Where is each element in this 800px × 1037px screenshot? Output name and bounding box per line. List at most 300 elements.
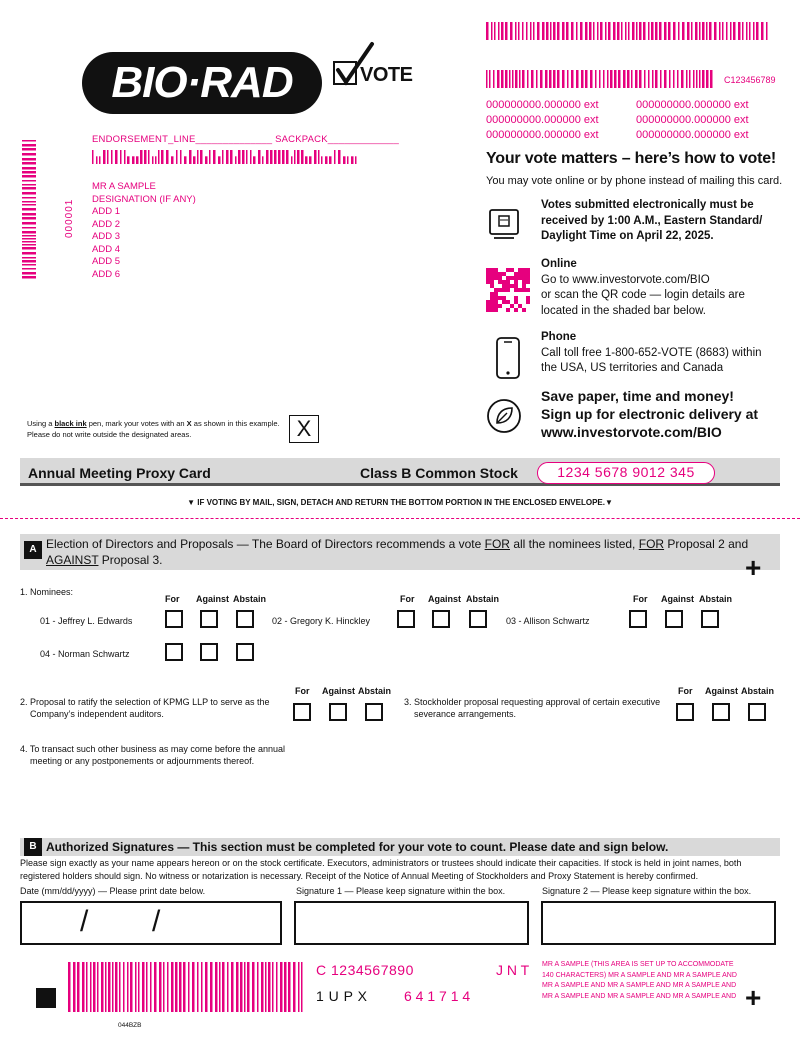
barcode-bar — [489, 70, 491, 88]
col-against: Against — [322, 686, 356, 696]
qr-module — [522, 276, 526, 280]
barcode-bar — [22, 197, 36, 199]
barcode-bar — [673, 70, 675, 88]
proposal-2-against-checkbox[interactable] — [329, 703, 347, 721]
nominee-01-abstain-checkbox[interactable] — [236, 610, 254, 628]
qr-module — [526, 300, 530, 304]
barcode-bar — [136, 156, 139, 164]
qr-code-icon[interactable] — [486, 268, 530, 312]
barcode-bar — [545, 70, 548, 88]
instr-line2: Please do not write outside the designated areas. — [27, 430, 192, 439]
barcode-bar — [639, 22, 642, 40]
phone-icon — [494, 336, 528, 376]
barcode-bar — [227, 962, 229, 1012]
qr-module — [502, 300, 506, 304]
footer-code-num: 6 4 1 7 1 4 — [404, 988, 471, 1004]
barcode-bar — [171, 156, 174, 164]
barcode-bar — [146, 962, 148, 1012]
barcode-bar — [127, 156, 130, 164]
col-against: Against — [196, 594, 230, 604]
barcode-bar — [119, 962, 121, 1012]
barcode-bar — [742, 22, 744, 40]
qr-module — [518, 288, 522, 292]
date-separator: / — [152, 905, 161, 938]
nominee-03-abstain-checkbox[interactable] — [701, 610, 719, 628]
barcode-bar — [600, 22, 603, 40]
barcode-bar — [22, 264, 36, 266]
barcode-bar — [522, 70, 525, 88]
barcode-bar — [660, 70, 662, 88]
barcode-bar — [505, 22, 508, 40]
address-line: ADD 5 — [92, 256, 120, 267]
barcode-bar — [571, 22, 574, 40]
barcode-bar — [648, 22, 650, 40]
qr-module — [486, 304, 490, 308]
barcode-bar — [22, 276, 36, 279]
signature-instructions: Please sign exactly as your name appears hereon or on the stock certificate. Executors, administrators or trustees should indicate their capacities. If stock is held in joint names, both registered holders should sign. No witness or notarization is necessary. Receipt of the Notice of Annual Meeting of Stockholders and Proxy Statement is hereby confirmed. — [20, 858, 742, 881]
barcode-bar — [258, 150, 261, 164]
paper-line[interactable]: www.investorvote.com/BIO — [541, 424, 722, 440]
barcode-bar — [22, 187, 36, 190]
nominee-02-against-checkbox[interactable] — [432, 610, 450, 628]
proposal-3-against-checkbox[interactable] — [712, 703, 730, 721]
barcode-bar — [105, 962, 107, 1012]
barcode-bar — [669, 70, 671, 88]
barcode-bar — [205, 156, 208, 164]
barcode-bar — [522, 22, 524, 40]
instr-text: Using a — [27, 419, 55, 428]
barcode-bar — [210, 962, 213, 1012]
barcode-bar — [180, 150, 182, 164]
qr-module — [494, 300, 498, 304]
barcode-bar — [235, 156, 237, 164]
mr-sample-block: MR A SAMPLE (THIS AREA IS SET UP TO ACCOMMODATE 140 CHARACTERS) MR A SAMPLE AND MR A SAMPLE AND MR A SAMPLE AND MR A SAMPLE AND MR A SAMPLE AND MR A SAMPLE AND MR A SAMPLE AND MR A SAMPLE AND — [542, 961, 737, 1000]
barcode-bar — [22, 227, 36, 229]
instr-text: as shown in this example. — [191, 419, 280, 428]
logo-text: BIO·RAD — [111, 58, 293, 107]
perforation-line — [0, 518, 800, 519]
barcode-bar — [22, 184, 36, 186]
postal-barcode — [92, 150, 360, 164]
barcode-bar — [22, 175, 36, 178]
col-abstain: Abstain — [358, 686, 392, 696]
barcode-bar — [103, 150, 106, 164]
qr-module — [522, 288, 526, 292]
barcode-bar — [77, 962, 80, 1012]
barcode-bar — [22, 180, 36, 182]
qr-module — [514, 308, 518, 312]
barcode-bar — [738, 22, 741, 40]
signature-2-label: Signature 2 — Please keep signature within the box. — [542, 886, 752, 896]
control-number: 1234 5678 9012 345 — [537, 462, 715, 484]
electronic-line: Daylight Time on April 22, 2025. — [541, 230, 714, 242]
barcode-bar — [22, 260, 36, 263]
ext-value: 000000000.000000 ext — [486, 129, 599, 141]
barcode-bar — [274, 150, 277, 164]
barcode-bar — [22, 201, 36, 203]
barcode-bar — [631, 70, 633, 88]
barcode-bar — [82, 962, 85, 1012]
barcode-bar — [294, 150, 296, 164]
barcode-bar — [756, 22, 759, 40]
qr-module — [522, 268, 526, 272]
qr-module — [506, 280, 510, 284]
barcode-bar — [655, 70, 658, 88]
barcode-bar — [562, 22, 565, 40]
barcode-bar — [486, 70, 488, 88]
footer-code-c: C 1234567890 — [316, 962, 414, 978]
col-for: For — [400, 594, 415, 604]
barcode-bar — [297, 150, 300, 164]
date-input-box[interactable] — [20, 901, 282, 945]
barcode-bar — [22, 144, 36, 147]
barcode-bar — [722, 22, 724, 40]
barcode-bar — [236, 962, 239, 1012]
signature-2-box[interactable] — [541, 901, 776, 945]
col-against: Against — [661, 594, 695, 604]
barcode-bar — [635, 70, 638, 88]
barcode-bar — [22, 153, 36, 156]
barcode-bar — [749, 22, 751, 40]
barcode-bar — [22, 257, 36, 259]
barcode-bar — [605, 22, 607, 40]
nominee-04-abstain-checkbox[interactable] — [236, 643, 254, 661]
registration-plus: + — [745, 552, 762, 583]
heading-for: FOR — [484, 537, 510, 551]
barcode-bar — [282, 150, 285, 164]
online-heading: Online — [541, 258, 577, 270]
mailing-address — [92, 181, 196, 281]
barcode-bar — [652, 70, 654, 88]
qr-module — [522, 280, 526, 284]
barcode-bar — [623, 70, 626, 88]
qr-module — [490, 268, 494, 272]
barcode-bar — [655, 22, 658, 40]
proposal-3 — [404, 696, 660, 720]
electronic-line: Votes submitted electronically must be — [541, 199, 754, 211]
barcode-bar — [699, 22, 701, 40]
barcode-bar — [595, 70, 597, 88]
barcode-bar — [709, 22, 712, 40]
barcode-bar — [338, 150, 341, 164]
barcode-bar — [22, 148, 36, 151]
barcode-bar — [627, 70, 630, 88]
barcode-bar — [262, 156, 264, 164]
barcode-bar — [557, 70, 560, 88]
barcode-bar — [621, 22, 623, 40]
footer-code-jnt: J N T — [496, 962, 530, 978]
barcode-bar — [702, 22, 705, 40]
barcode-bar — [90, 962, 92, 1012]
leaf-icon — [486, 398, 522, 434]
qr-module — [486, 300, 490, 304]
qr-module — [498, 296, 502, 300]
example-mark-box: X — [289, 415, 319, 443]
qr-module — [502, 280, 506, 284]
instr-bold: black ink — [54, 419, 87, 428]
barcode-bar — [334, 150, 336, 164]
qr-module — [486, 272, 490, 276]
computer-icon — [488, 206, 522, 246]
barcode-bar — [613, 22, 616, 40]
ext-value: 000000000.000000 ext — [486, 114, 599, 126]
proposal-3-abstain-checkbox[interactable] — [748, 703, 766, 721]
barcode-bar — [526, 22, 528, 40]
nominee-04-for-checkbox[interactable] — [165, 643, 183, 661]
section-a-letter: A — [24, 541, 42, 559]
barcode-bar — [519, 70, 521, 88]
proposal-4 — [20, 743, 285, 767]
barcode-bar — [597, 22, 599, 40]
barcode-bar — [247, 962, 250, 1012]
ext-col-left — [486, 98, 599, 143]
barcode-bar — [86, 962, 88, 1012]
barcode-bar — [115, 962, 118, 1012]
registration-plus: + — [745, 982, 762, 1013]
barcode-bar — [617, 22, 620, 40]
vote-logo — [332, 40, 412, 90]
vertical-barcode-bars — [22, 140, 36, 280]
barcode-bar — [161, 150, 164, 164]
ext-value: 000000000.000000 ext — [636, 129, 749, 141]
barcode-bar — [509, 70, 511, 88]
qr-module — [490, 304, 494, 308]
address-line: MR A SAMPLE — [92, 181, 156, 192]
barcode-bar — [643, 22, 646, 40]
barcode-bar — [201, 962, 203, 1012]
barcode-bar — [159, 962, 162, 1012]
barcode-bar — [668, 22, 671, 40]
barcode-bar — [167, 962, 169, 1012]
qr-module — [490, 284, 494, 288]
barcode-bar — [733, 22, 736, 40]
marking-instructions — [27, 418, 280, 440]
barcode-bar — [193, 156, 196, 164]
barcode-bar — [355, 156, 357, 164]
proposal-3-for-checkbox[interactable] — [676, 703, 694, 721]
signature-1-box[interactable] — [294, 901, 529, 945]
barcode-bar — [288, 962, 291, 1012]
barcode-bar — [549, 70, 552, 88]
nominee-02-for-checkbox[interactable] — [397, 610, 415, 628]
nominee-02-abstain-checkbox[interactable] — [469, 610, 487, 628]
barcode-bar — [695, 22, 698, 40]
barcode-bar — [22, 252, 36, 255]
endorsement-line: ENDORSEMENT_LINE______________ SACKPACK_____________ — [92, 134, 400, 145]
nominee-04-against-checkbox[interactable] — [200, 643, 218, 661]
proposal-2-for-checkbox[interactable] — [293, 703, 311, 721]
barcode-bar — [562, 70, 565, 88]
barcode-bar — [183, 962, 186, 1012]
barcode-bar — [130, 962, 133, 1012]
document-code: 044BZB — [118, 1022, 142, 1029]
barcode-bar — [343, 156, 346, 164]
barcode-bar — [166, 150, 169, 164]
barcode-bar — [179, 962, 182, 1012]
second-barcode — [486, 70, 716, 88]
barcode-bar — [491, 22, 493, 40]
footer-code-upx: 1 U P X — [316, 988, 368, 1004]
nominee-03-for-checkbox[interactable] — [629, 610, 647, 628]
barcode-bar — [96, 156, 98, 164]
barcode-bar — [714, 22, 717, 40]
nominee-01: 01 - Jeffrey L. Edwards — [40, 616, 133, 626]
barcode-bar — [706, 22, 708, 40]
qr-module — [494, 304, 498, 308]
qr-module — [494, 272, 498, 276]
barcode-bar — [92, 150, 94, 164]
barcode-bar — [242, 150, 245, 164]
barcode-bar — [101, 962, 104, 1012]
barcode-bar — [142, 962, 145, 1012]
barcode-bar — [571, 70, 574, 88]
barcode-bar — [325, 156, 328, 164]
barcode-bar — [531, 70, 534, 88]
barcode-bar — [673, 22, 676, 40]
barcode-bar — [22, 140, 36, 142]
barcode-bar — [252, 962, 255, 1012]
qr-module — [518, 276, 522, 280]
barcode-bar — [298, 962, 300, 1012]
qr-module — [486, 268, 490, 272]
barcode-bar — [546, 22, 549, 40]
barcode-bar — [557, 22, 560, 40]
barcode-bar — [553, 70, 556, 88]
qr-module — [514, 288, 518, 292]
barcode-bar — [140, 150, 143, 164]
barcode-bar — [347, 156, 349, 164]
qr-module — [498, 288, 502, 292]
nominee-03-against-checkbox[interactable] — [665, 610, 683, 628]
ext-value: 000000000.000000 ext — [636, 114, 749, 126]
footer-barcode — [68, 962, 306, 1012]
barcode-bar — [314, 150, 317, 164]
barcode-bar — [702, 70, 705, 88]
qr-module — [486, 276, 490, 280]
barcode-bar — [644, 70, 646, 88]
barcode-bar — [610, 70, 613, 88]
barcode-bar — [150, 962, 152, 1012]
nominee-01-for-checkbox[interactable] — [165, 610, 183, 628]
proposal-4-line: 4. To transact such other business as may come before the annual — [20, 744, 285, 754]
barcode-bar — [501, 22, 504, 40]
barcode-bar — [197, 962, 199, 1012]
qr-module — [506, 268, 510, 272]
left-vertical-barcode — [22, 140, 36, 280]
barcode-bar — [154, 962, 157, 1012]
qr-module — [494, 268, 498, 272]
phone-line[interactable]: Call toll free 1-800-652-VOTE (8683) within — [541, 346, 762, 359]
electronic-delivery — [541, 387, 758, 441]
bio-rad-logo — [82, 52, 322, 114]
online-line: or scan the QR code — login details are — [541, 289, 745, 301]
barcode-bar — [253, 156, 256, 164]
nominee-01-against-checkbox[interactable] — [200, 610, 218, 628]
barcode-bar — [510, 22, 513, 40]
barcode-bar — [22, 231, 36, 234]
barcode-bar — [99, 156, 101, 164]
barcode-bar — [599, 70, 601, 88]
barcode-bar — [124, 150, 126, 164]
barcode-bar — [321, 156, 323, 164]
barcode-bar — [301, 962, 303, 1012]
barcode-bar — [219, 962, 221, 1012]
barcode-bar — [696, 70, 698, 88]
barcode-bar — [706, 70, 709, 88]
proposal-2-abstain-checkbox[interactable] — [365, 703, 383, 721]
barcode-bar — [22, 204, 36, 206]
barcode-bar — [589, 22, 592, 40]
qr-module — [522, 308, 526, 312]
paper-line: Sign up for electronic delivery at — [541, 406, 759, 422]
qr-module — [494, 276, 498, 280]
barcode-bar — [608, 22, 611, 40]
heading-for: FOR — [638, 537, 665, 551]
barcode-bar — [625, 22, 627, 40]
barcode-bar — [726, 22, 728, 40]
barcode-bar — [175, 962, 178, 1012]
col-abstain: Abstain — [466, 594, 500, 604]
qr-module — [494, 288, 498, 292]
proposal-2-line: Company’s independent auditors. — [30, 709, 164, 719]
barcode-bar — [205, 962, 208, 1012]
qr-module — [514, 296, 518, 300]
barcode-bar — [550, 22, 552, 40]
online-line[interactable]: Go to www.investorvote.com/BIO — [541, 273, 710, 286]
barcode-bar — [585, 70, 588, 88]
barcode-bar — [585, 22, 588, 40]
phone-voting — [541, 330, 762, 377]
vote-subtitle: You may vote online or by phone instead of mailing this card. — [486, 175, 783, 187]
qr-module — [502, 288, 506, 292]
col-against: Against — [705, 686, 739, 696]
barcode-bar — [527, 70, 529, 88]
qr-module — [490, 296, 494, 300]
barcode-bar — [231, 962, 234, 1012]
qr-module — [490, 300, 494, 304]
stock-class: Class B Common Stock — [360, 465, 518, 481]
qr-module — [514, 280, 518, 284]
barcode-bar — [693, 70, 695, 88]
barcode-bar — [218, 156, 221, 164]
qr-module — [526, 280, 530, 284]
nominee-03: 03 - Allison Schwartz — [506, 616, 590, 626]
qr-module — [486, 280, 490, 284]
barcode-bar — [244, 962, 246, 1012]
barcode-bar — [566, 22, 569, 40]
barcode-bar — [93, 962, 96, 1012]
barcode-bar — [189, 150, 192, 164]
barcode-bar — [664, 70, 667, 88]
qr-module — [498, 276, 502, 280]
barcode-bar — [148, 150, 150, 164]
barcode-bar — [687, 22, 690, 40]
barcode-bar — [158, 150, 160, 164]
barcode-bar — [291, 156, 293, 164]
barcode-bar — [618, 70, 621, 88]
barcode-bar — [580, 22, 583, 40]
barcode-bar — [257, 962, 259, 1012]
barcode-bar — [603, 70, 605, 88]
barcode-bar — [677, 70, 679, 88]
barcode-bar — [238, 150, 241, 164]
ext-value: 000000000.000000 ext — [636, 99, 749, 111]
barcode-bar — [590, 70, 593, 88]
barcode-bar — [215, 962, 218, 1012]
col-for: For — [295, 686, 310, 696]
proposal-3-line: severance arrangements. — [414, 709, 517, 719]
barcode-bar — [192, 962, 195, 1012]
